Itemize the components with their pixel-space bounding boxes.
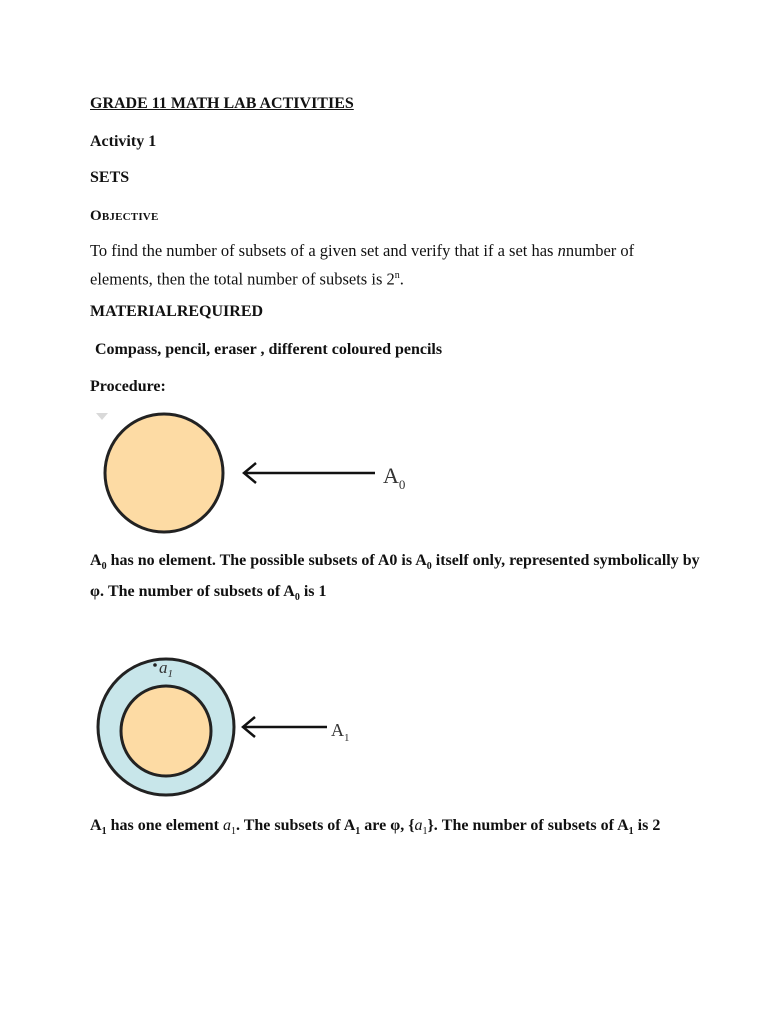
figure-set-a1	[0, 650, 768, 805]
paragraph-a1: $A_1$ has one element $a_1$. The subsets of $A_1$ are φ, $\{a_1\}$. The number of subsets of $A_1$ is 2	[90, 817, 661, 838]
objective-paragraph: To find the number of subsets of a given set and verify that if a set has nnumber of elements, then the total number of subsets is 2$^n$.	[90, 241, 635, 289]
set-a0-label: $A_0$	[383, 463, 406, 492]
element-a1-label: $a_1$	[159, 658, 173, 680]
collapse-marker-icon	[96, 413, 108, 420]
set-a0-inner-circle	[121, 686, 211, 776]
paragraph-a0: $A_0$ has no element. The possible subsets of A0 is $A_0$ itself only, represented symbolically by φ. The number of subsets of $A_0$ is 1	[90, 552, 700, 604]
activity-title: Activity 1	[90, 133, 157, 150]
set-a1-label: $A_1$	[331, 720, 350, 744]
procedure-heading: Procedure:	[90, 378, 166, 395]
topic-title: SETS	[90, 169, 130, 186]
objective-heading: Objective	[90, 208, 159, 224]
element-dot	[153, 663, 157, 667]
figure-set-a0	[0, 405, 768, 545]
materials-text: Compass, pencil, eraser , different coloured pencils	[95, 341, 443, 358]
document-heading: GRADE 11 MATH LAB ACTIVITIES	[90, 95, 354, 112]
materials-heading: MATERIALREQUIRED	[90, 303, 264, 320]
set-a0-circle	[105, 414, 223, 532]
